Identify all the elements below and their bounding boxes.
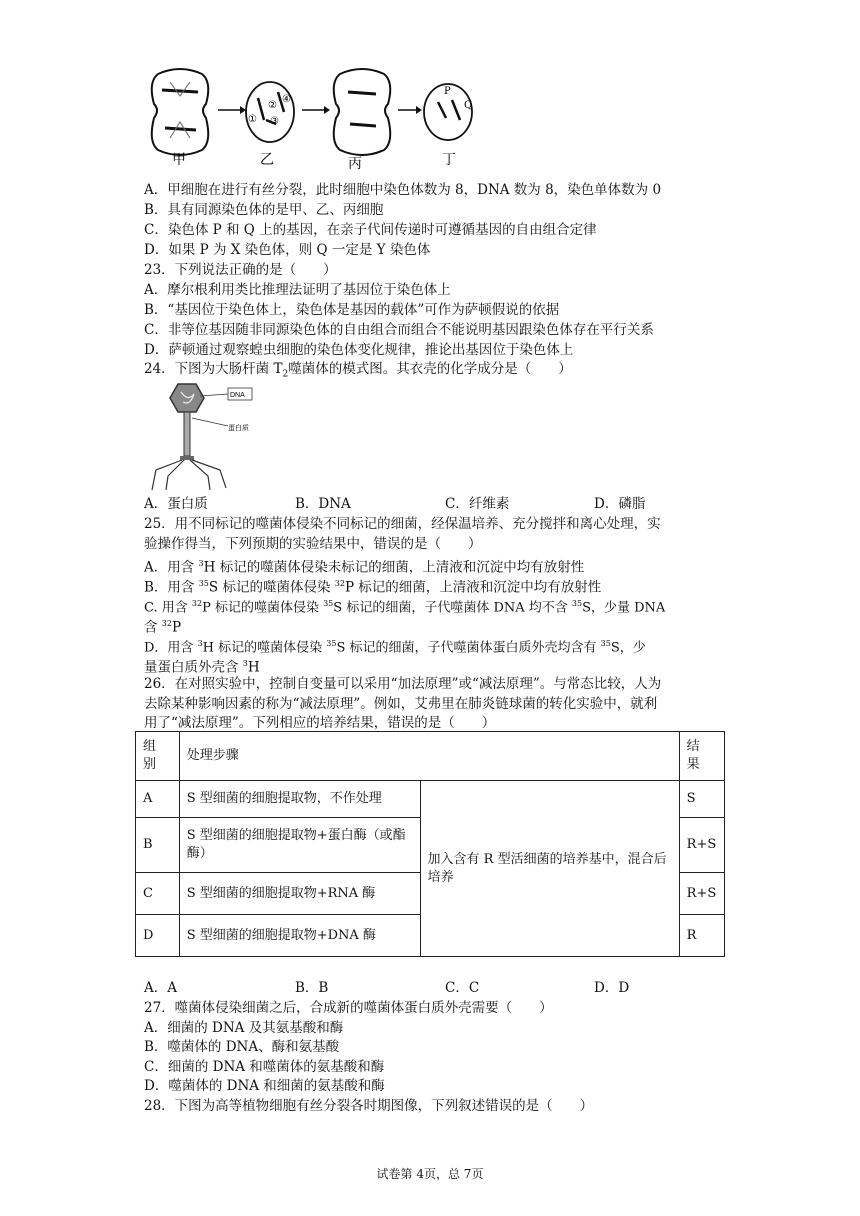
row-group: B bbox=[136, 818, 180, 873]
header-step: 处理步骤 bbox=[179, 732, 679, 781]
q23-stem: 23．下列说法正确的是（ ） bbox=[144, 262, 337, 278]
fig22-mark-3: ③ bbox=[270, 116, 279, 127]
fig22-label-ding: 丁 bbox=[442, 152, 456, 168]
q26-option-d: D．D bbox=[594, 980, 630, 996]
q23-option-c: C．非等位基因随非同源染色体的自由组合而组合不能说明基因跟染色体存在平行关系 bbox=[144, 322, 654, 338]
row-step: S 型细菌的细胞提取物+DNA 酶 bbox=[179, 915, 420, 957]
q26-stem-line3: 用了“减法原理”。下列相应的培养结果，错误的是（ ） bbox=[144, 715, 496, 731]
q27-stem: 27．噬菌体侵染细菌之后，合成新的噬菌体蛋白质外壳需要（ ） bbox=[144, 1000, 553, 1016]
fig22-mark-q: Q bbox=[464, 100, 473, 111]
q25-option-b: B．用含 $^{35}$S 标记的噬菌体侵染 $^{32}$P 标记的细菌，上清液和沉淀中均有放射性 bbox=[144, 579, 602, 596]
q24-option-d: D．磷脂 bbox=[594, 496, 646, 512]
fig22-label-jia: 甲 bbox=[172, 152, 186, 168]
cell-division-figure bbox=[140, 62, 490, 172]
q28-stem: 28．下图为高等植物细胞有丝分裂各时期图像，下列叙述错误的是（ ） bbox=[144, 1098, 594, 1114]
fig22-mark-4: ④ bbox=[282, 94, 291, 105]
q22-option-b: B．具有同源染色体的是甲、乙、丙细胞 bbox=[144, 202, 384, 218]
q27-option-b: B．噬菌体的 DNA、酶和氨基酸 bbox=[144, 1039, 340, 1055]
row-result: R+S bbox=[679, 873, 724, 915]
q23-option-a: A．摩尔根利用类比推理法证明了基因位于染色体上 bbox=[144, 282, 451, 298]
fig22-label-yi: 乙 bbox=[260, 152, 274, 168]
table-row bbox=[136, 781, 725, 818]
fig22-label-bing: 丙 bbox=[348, 156, 362, 172]
q24-stem: 24．下图为大肠杆菌 $T_2$噬菌体的模式图。其衣壳的化学成分是（ ） bbox=[144, 361, 572, 380]
phage-label-dna: DNA bbox=[230, 392, 245, 399]
q25-option-c-line1: C. 用含 $^{32}$P 标记的噬菌体侵染 $^{35}$S 标记的细菌，子代噬菌体 DNA 均不含 $^{35}$S，少量 DNA bbox=[144, 599, 666, 616]
row-step: S 型细菌的细胞提取物，不作处理 bbox=[179, 781, 420, 818]
q23-option-d: D．萨顿通过观察蝗虫细胞的染色体变化规律，推论出基因位于染色体上 bbox=[144, 342, 574, 358]
q25-option-d-line2: 量蛋白质外壳含 $^3$H bbox=[144, 659, 260, 676]
q25-option-a: A．用含 $^3$H 标记的噬菌体侵染未标记的细菌，上清液和沉淀中均有放射性 bbox=[144, 559, 585, 576]
q24-option-b: B．DNA bbox=[295, 496, 351, 512]
row-group: A bbox=[136, 781, 180, 818]
row-group: C bbox=[136, 873, 180, 915]
q22-option-a: A．甲细胞在进行有丝分裂，此时细胞中染色体数为 8，DNA 数为 8，染色单体数为 0 bbox=[144, 182, 662, 198]
q26-table bbox=[135, 731, 725, 957]
row-result: R+S bbox=[679, 818, 724, 873]
q26-option-c: C．C bbox=[445, 980, 480, 996]
phage-label-protein: 蛋白质 bbox=[228, 425, 249, 432]
q26-stem-line1: 26．在对照实验中，控制自变量可以采用“加法原理”或“减法原理”。与常态比较，人为 bbox=[144, 676, 662, 692]
fig22-mark-p: P bbox=[444, 86, 451, 97]
header-result: 结 果 bbox=[679, 732, 724, 781]
row-result: S bbox=[679, 781, 724, 818]
q25-option-c-line2: 含 $^{32}$P bbox=[144, 619, 182, 636]
fig22-mark-1: ① bbox=[248, 114, 257, 125]
cell-jia bbox=[152, 69, 209, 155]
page-footer: 试卷第 4页，总 7页 bbox=[376, 1167, 484, 1181]
q25-stem-line1: 25．用不同标记的噬菌体侵染不同标记的细菌，经保温培养、充分搅拌和离心处理，实 bbox=[144, 516, 661, 532]
q24-option-c: C．纤维素 bbox=[445, 496, 510, 512]
q23-option-b: B．“基因位于染色体上，染色体是基因的载体”可作为萨顿假说的依据 bbox=[144, 302, 560, 318]
q22-option-d: D．如果 P 为 X 染色体，则 Q 一定是 Y 染色体 bbox=[144, 242, 431, 258]
q26-option-a: A．A bbox=[144, 980, 177, 996]
q22-option-c: C．染色体 P 和 Q 上的基因，在亲子代间传递时可遵循基因的自由组合定律 bbox=[144, 222, 597, 238]
phage-figure bbox=[148, 380, 258, 492]
q27-option-c: C．细菌的 DNA 和噬菌体的氨基酸和酶 bbox=[144, 1059, 385, 1075]
shared-step: 加入含有 R 型活细菌的培养基中，混合后培养 bbox=[420, 781, 679, 957]
q26-option-b: B．B bbox=[295, 980, 329, 996]
row-group: D bbox=[136, 915, 180, 957]
row-step: S 型细菌的细胞提取物+蛋白酶（或酯酶） bbox=[179, 818, 420, 873]
cell-bing bbox=[334, 69, 391, 155]
fig22-mark-2: ② bbox=[268, 100, 277, 111]
table-header-row bbox=[136, 732, 725, 781]
q27-option-a: A．细菌的 DNA 及其氨基酸和酶 bbox=[144, 1020, 344, 1036]
q25-option-d-line1: D．用含 $^3$H 标记的噬菌体侵染 $^{35}$S 标记的细菌，子代噬菌体蛋白质外壳均含有 $^{35}$S，少 bbox=[144, 639, 646, 656]
row-result: R bbox=[679, 915, 724, 957]
q26-stem-line2: 去除某种影响因素的称为“减法原理”。例如，艾弗里在肺炎链球菌的转化实验中，就利 bbox=[144, 696, 658, 712]
q27-option-d: D．噬菌体的 DNA 和细菌的氨基酸和酶 bbox=[144, 1078, 385, 1094]
cell-yi bbox=[246, 82, 294, 142]
row-step: S 型细菌的细胞提取物+RNA 酶 bbox=[179, 873, 420, 915]
header-group: 组 别 bbox=[136, 732, 180, 781]
q25-stem-line2: 验操作得当，下列预期的实验结果中，错误的是（ ） bbox=[144, 536, 482, 552]
q24-option-a: A．蛋白质 bbox=[144, 496, 208, 512]
